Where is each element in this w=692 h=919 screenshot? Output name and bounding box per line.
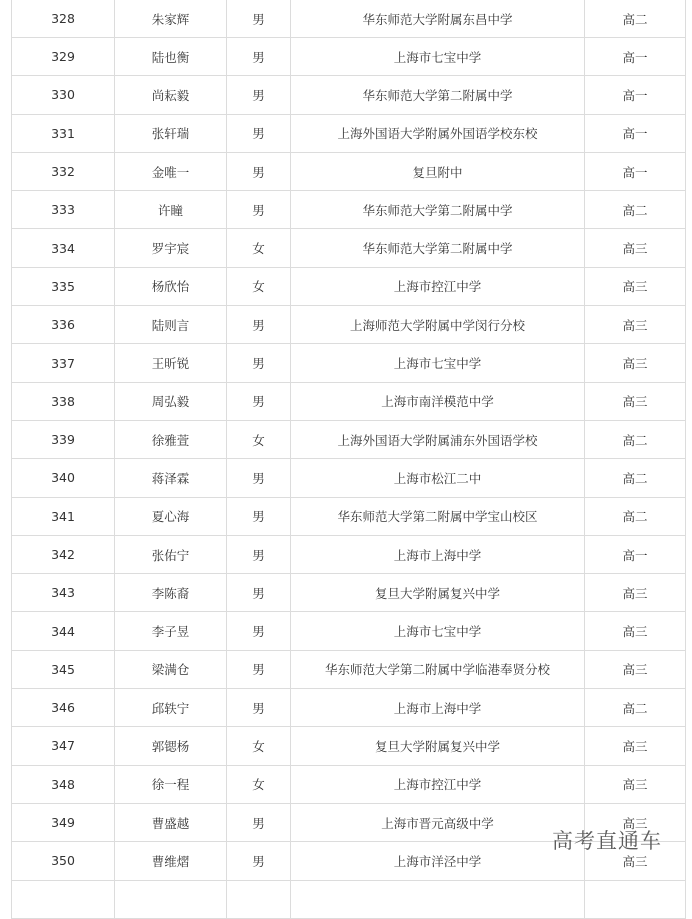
name-cell: 王昕锐	[115, 344, 227, 382]
grade-cell: 高二	[585, 497, 686, 535]
name-cell: 邱轶宁	[115, 689, 227, 727]
grade-cell	[585, 880, 686, 918]
grade-cell: 高三	[585, 650, 686, 688]
rank-cell: 350	[12, 842, 115, 880]
table-row	[12, 152, 686, 190]
gender-cell: 女	[227, 727, 291, 765]
school-cell: 华东师范大学第二附属中学宝山校区	[291, 497, 585, 535]
grade-cell: 高三	[585, 229, 686, 267]
rank-cell: 346	[12, 689, 115, 727]
table-row	[12, 420, 686, 458]
rank-cell: 333	[12, 191, 115, 229]
rank-cell: 337	[12, 344, 115, 382]
table-row	[12, 612, 686, 650]
name-cell: 陆也衡	[115, 38, 227, 76]
grade-cell: 高一	[585, 38, 686, 76]
school-cell: 华东师范大学第二附属中学	[291, 229, 585, 267]
gender-cell: 男	[227, 459, 291, 497]
table-row	[12, 689, 686, 727]
rank-cell: 343	[12, 574, 115, 612]
name-cell: 蒋泽霖	[115, 459, 227, 497]
rank-cell: 328	[12, 0, 115, 38]
table-row	[12, 267, 686, 305]
table-row	[12, 114, 686, 152]
name-cell: 张轩瑞	[115, 114, 227, 152]
rank-cell: 335	[12, 267, 115, 305]
school-cell: 华东师范大学第二附属中学临港奉贤分校	[291, 650, 585, 688]
gender-cell: 男	[227, 574, 291, 612]
name-cell: 郭锶杨	[115, 727, 227, 765]
rank-cell: 329	[12, 38, 115, 76]
gender-cell: 男	[227, 689, 291, 727]
grade-cell: 高三	[585, 574, 686, 612]
grade-cell: 高三	[585, 267, 686, 305]
gender-cell: 男	[227, 842, 291, 880]
gender-cell: 男	[227, 650, 291, 688]
grade-cell: 高二	[585, 191, 686, 229]
table-row	[12, 191, 686, 229]
gender-cell: 男	[227, 306, 291, 344]
grade-cell: 高三	[585, 842, 686, 880]
rank-cell: 344	[12, 612, 115, 650]
grade-cell: 高一	[585, 76, 686, 114]
gender-cell: 男	[227, 612, 291, 650]
gender-cell: 男	[227, 0, 291, 38]
grade-cell: 高二	[585, 689, 686, 727]
table-row	[12, 382, 686, 420]
table-row	[12, 76, 686, 114]
grade-cell: 高三	[585, 727, 686, 765]
gender-cell: 女	[227, 229, 291, 267]
rank-cell: 340	[12, 459, 115, 497]
gender-cell: 女	[227, 267, 291, 305]
name-cell: 曹盛越	[115, 803, 227, 841]
grade-cell: 高二	[585, 459, 686, 497]
school-cell: 上海市上海中学	[291, 535, 585, 573]
school-cell: 华东师范大学第二附属中学	[291, 76, 585, 114]
table-row	[12, 344, 686, 382]
name-cell: 罗宇宸	[115, 229, 227, 267]
rank-cell: 338	[12, 382, 115, 420]
table-row	[12, 880, 686, 918]
school-cell: 上海市上海中学	[291, 689, 585, 727]
school-cell: 复旦大学附属复兴中学	[291, 727, 585, 765]
school-cell: 华东师范大学第二附属中学	[291, 191, 585, 229]
rank-cell: 332	[12, 152, 115, 190]
grade-cell: 高一	[585, 152, 686, 190]
name-cell: 金唯一	[115, 152, 227, 190]
table-row	[12, 497, 686, 535]
school-cell: 复旦大学附属复兴中学	[291, 574, 585, 612]
grade-cell: 高一	[585, 535, 686, 573]
table-row	[12, 459, 686, 497]
gender-cell: 男	[227, 344, 291, 382]
rank-cell: 342	[12, 535, 115, 573]
name-cell: 周弘毅	[115, 382, 227, 420]
gender-cell: 男	[227, 191, 291, 229]
grade-cell: 高三	[585, 344, 686, 382]
name-cell	[115, 880, 227, 918]
school-cell: 上海市洋泾中学	[291, 842, 585, 880]
school-cell: 上海师范大学附属中学闵行分校	[291, 306, 585, 344]
name-cell: 徐一程	[115, 765, 227, 803]
table-body	[12, 0, 686, 918]
gender-cell: 男	[227, 803, 291, 841]
table-row	[12, 535, 686, 573]
grade-cell: 高一	[585, 114, 686, 152]
name-cell: 张佑宁	[115, 535, 227, 573]
name-cell: 梁满仓	[115, 650, 227, 688]
gender-cell: 男	[227, 76, 291, 114]
table-row	[12, 229, 686, 267]
table-row	[12, 765, 686, 803]
watermark: 高考直通车	[552, 829, 662, 853]
name-cell: 杨欣怡	[115, 267, 227, 305]
table-row	[12, 38, 686, 76]
school-cell	[291, 880, 585, 918]
gender-cell: 男	[227, 497, 291, 535]
name-cell: 曹维熠	[115, 842, 227, 880]
grade-cell: 高二	[585, 420, 686, 458]
grade-cell: 高二	[585, 0, 686, 38]
grade-cell: 高三	[585, 306, 686, 344]
school-cell: 上海市七宝中学	[291, 38, 585, 76]
student-table	[11, 0, 686, 919]
gender-cell: 男	[227, 382, 291, 420]
table-row	[12, 306, 686, 344]
name-cell: 李子昱	[115, 612, 227, 650]
name-cell: 徐雅萱	[115, 420, 227, 458]
school-cell: 上海市控江中学	[291, 267, 585, 305]
gender-cell: 女	[227, 765, 291, 803]
rank-cell: 330	[12, 76, 115, 114]
gender-cell: 男	[227, 114, 291, 152]
name-cell: 夏心海	[115, 497, 227, 535]
name-cell: 尚耘毅	[115, 76, 227, 114]
school-cell: 华东师范大学附属东昌中学	[291, 0, 585, 38]
table-row	[12, 574, 686, 612]
rank-cell: 336	[12, 306, 115, 344]
name-cell: 朱家辉	[115, 0, 227, 38]
table-row	[12, 650, 686, 688]
school-cell: 上海市松江二中	[291, 459, 585, 497]
rank-cell: 348	[12, 765, 115, 803]
gender-cell: 男	[227, 535, 291, 573]
table-row	[12, 0, 686, 38]
school-cell: 复旦附中	[291, 152, 585, 190]
school-cell: 上海市南洋模范中学	[291, 382, 585, 420]
rank-cell: 349	[12, 803, 115, 841]
name-cell: 李陈裔	[115, 574, 227, 612]
rank-cell: 347	[12, 727, 115, 765]
grade-cell: 高三	[585, 612, 686, 650]
gender-cell: 女	[227, 420, 291, 458]
school-cell: 上海市七宝中学	[291, 612, 585, 650]
name-cell: 陆则言	[115, 306, 227, 344]
gender-cell: 男	[227, 38, 291, 76]
table-row	[12, 727, 686, 765]
grade-cell: 高三	[585, 765, 686, 803]
grade-cell: 高三	[585, 382, 686, 420]
rank-cell: 345	[12, 650, 115, 688]
school-cell: 上海外国语大学附属浦东外国语学校	[291, 420, 585, 458]
name-cell: 许瞳	[115, 191, 227, 229]
rank-cell: 331	[12, 114, 115, 152]
school-cell: 上海市控江中学	[291, 765, 585, 803]
grade-cell: 高三	[585, 803, 686, 841]
gender-cell	[227, 880, 291, 918]
rank-cell: 334	[12, 229, 115, 267]
gender-cell: 男	[227, 152, 291, 190]
rank-cell: 341	[12, 497, 115, 535]
rank-cell: 339	[12, 420, 115, 458]
rank-cell	[12, 880, 115, 918]
school-cell: 上海外国语大学附属外国语学校东校	[291, 114, 585, 152]
school-cell: 上海市七宝中学	[291, 344, 585, 382]
school-cell: 上海市晋元高级中学	[291, 803, 585, 841]
